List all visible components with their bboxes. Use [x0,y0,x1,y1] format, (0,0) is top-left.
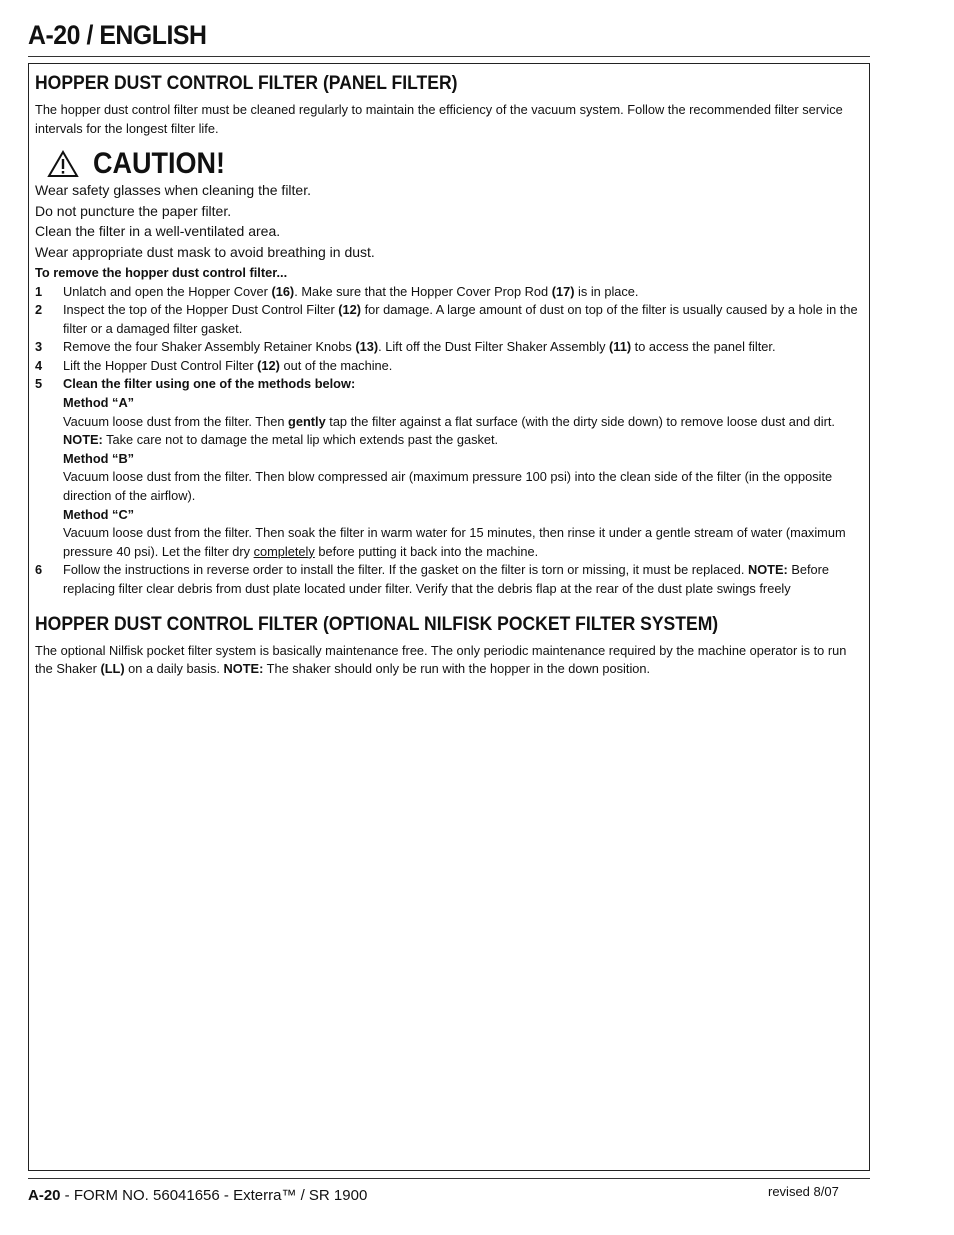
caution-list [35,180,863,262]
step-text [63,375,863,561]
section-intro: The hopper dust control filter must be cleaned regularly to maintain the efficiency of the vacuum system. Follow the recommended filter service intervals for the longest filter life. [35,102,843,136]
content-frame [28,63,870,1171]
method-a-label: Method “A” [63,395,135,411]
section-title-panel-filter: HOPPER DUST CONTROL FILTER (PANEL FILTER) [35,72,458,94]
footer-form [28,1187,367,1204]
caution-line: Wear appropriate dust mask to avoid breathing in dust. [35,243,375,260]
step-text: Lift the Hopper Dust Control Filter (12) out of the machine. [63,357,393,373]
step-2 [35,301,863,338]
step-number: 6 [35,562,43,578]
footer-page-number: A-20 [28,1187,61,1204]
section-body: The optional Nilfisk pocket filter system is basically maintenance free. The only periodic maintenance required by the machine operator is to run the Shaker (LL) on a daily basis. NOTE: The shaker should only be run with the hopper in the down position. [35,642,847,677]
procedure-heading: To remove the hopper dust control filter... [35,265,288,280]
page-title: A-20 / ENGLISH [28,20,207,50]
footer-divider [28,1178,870,1179]
step-number: 1 [35,283,43,299]
caution-line: Do not puncture the paper filter. [35,202,232,219]
method-a-text: Vacuum loose dust from the filter. Then gently tap the filter against a flat surface (with the dirty side down) to remove loose dust and dirt. [63,413,835,429]
method-b-text: Vacuum loose dust from the filter. Then blow compressed air (maximum pressure 100 psi) into the clean side of the filter (in the opposite direction of the airflow). [63,469,833,504]
footer-form-text: - FORM NO. 56041656 - Exterra™ / SR 1900 [60,1187,368,1204]
step-text: Remove the four Shaker Assembly Retainer Knobs (13). Lift off the Dust Filter Shaker Assembly (11) to access the panel filter. [63,339,776,355]
step-5 [35,375,863,561]
step-3 [35,338,863,357]
step-text: Inspect the top of the Hopper Dust Control Filter (12) for damage. A large amount of dust on top of the filter is usually caused by a hole in the filter or a damaged filter gasket. [63,302,858,336]
section-title-pocket-filter: HOPPER DUST CONTROL FILTER (OPTIONAL NILFISK POCKET FILTER SYSTEM) [35,612,719,635]
caution-line: Clean the filter in a well-ventilated area. [35,223,281,239]
method-b-label: Method “B” [63,450,135,466]
caution-header [47,148,863,180]
step-heading: Clean the filter using one of the methods below: [63,376,356,392]
step-6 [35,561,863,598]
caution-title: CAUTION! [93,147,225,180]
method-a-note: NOTE: Take care not to damage the metal lip which extends past the gasket. [63,432,499,448]
footer-revised: revised 8/07 [768,1184,839,1199]
warning-triangle-icon [47,150,79,178]
step-text: Unlatch and open the Hopper Cover (16). Make sure that the Hopper Cover Prop Rod (17) is in place. [63,283,639,299]
step-4 [35,357,863,376]
caution-line: Wear safety glasses when cleaning the filter. [35,182,312,198]
header-divider [28,56,870,57]
method-c-label: Method “C” [63,506,135,522]
method-c-text: Vacuum loose dust from the filter. Then soak the filter in warm water for 15 minutes, then rinse it under a gentle stream of water (maximum pressure 40 psi). Let the filter dry completely before putting it back into the machine. [63,525,846,559]
step-text: Follow the instructions in reverse order to install the filter. If the gasket on the filter is torn or missing, it must be replaced. NOTE: Before replacing filter clear debris from dust plate located under filter. Verify that the debris flap at the rear of the dust plate swings freely [63,562,830,596]
step-number: 3 [35,339,43,355]
step-1 [35,283,863,302]
step-number: 5 [35,376,43,392]
step-number: 2 [35,302,43,318]
step-number: 4 [35,357,43,373]
